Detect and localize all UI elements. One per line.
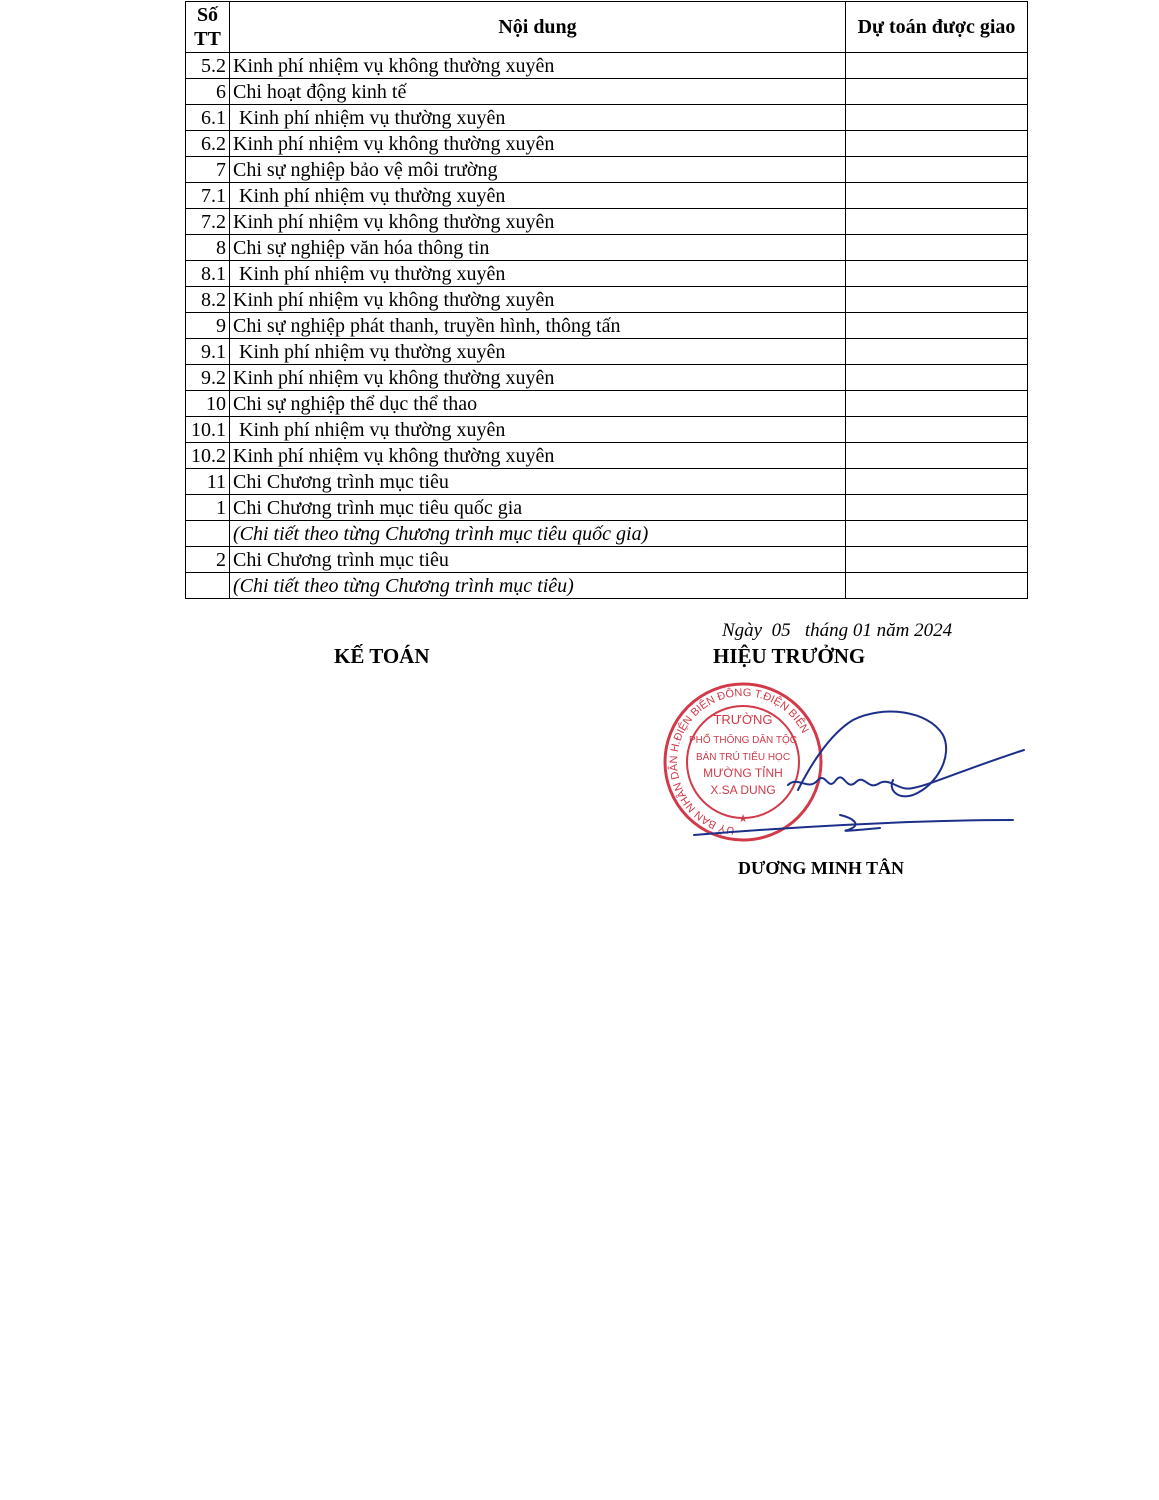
row-number: 6 [186,79,230,105]
table-row [186,209,1028,235]
table-row [186,313,1028,339]
header-content: Nội dung [230,2,846,53]
row-amount [846,313,1028,339]
seal-star-icon: ★ [738,812,748,825]
row-number: 9 [186,313,230,339]
accountant-title: KẾ TOÁN [334,644,430,668]
row-content: Kinh phí nhiệm vụ không thường xuyên [230,131,846,157]
row-amount [846,209,1028,235]
row-content: Kinh phí nhiệm vụ thường xuyên [230,339,846,365]
row-number: 8.2 [186,287,230,313]
table-row [186,573,1028,599]
seal-line-1: TRƯỜNG [713,712,773,727]
row-content: Chi Chương trình mục tiêu quốc gia [230,495,846,521]
table-header-row [186,2,1028,53]
row-content: Kinh phí nhiệm vụ không thường xuyên [230,53,846,79]
row-content: Chi sự nghiệp thể dục thể thao [230,391,846,417]
table-row [186,495,1028,521]
row-content: Kinh phí nhiệm vụ thường xuyên [230,417,846,443]
row-content: Kinh phí nhiệm vụ không thường xuyên [230,287,846,313]
seal-line-4: MƯỜNG TỈNH [703,766,783,780]
row-content: Chi sự nghiệp bảo vệ môi trường [230,157,846,183]
row-number: 10.2 [186,443,230,469]
table-row [186,469,1028,495]
row-content: Kinh phí nhiệm vụ thường xuyên [230,105,846,131]
signer-name: DƯƠNG MINH TÂN [738,858,904,878]
row-content: Chi sự nghiệp văn hóa thông tin [230,235,846,261]
principal-title: HIỆU TRƯỞNG [713,644,866,668]
row-amount [846,417,1028,443]
table-row [186,157,1028,183]
table-row [186,443,1028,469]
table-row [186,417,1028,443]
row-amount [846,79,1028,105]
row-amount [846,261,1028,287]
seal-stamp [665,684,821,840]
row-number: 8 [186,235,230,261]
table-body [186,53,1028,599]
row-amount [846,105,1028,131]
table-row [186,53,1028,79]
official-seal-and-signature [658,680,1028,845]
seal-line-5: X.SA DUNG [710,783,776,797]
row-amount [846,235,1028,261]
row-number: 9.1 [186,339,230,365]
row-number: 9.2 [186,365,230,391]
row-number: 6.2 [186,131,230,157]
row-content: Chi Chương trình mục tiêu [230,469,846,495]
row-number: 10 [186,391,230,417]
row-content: Kinh phí nhiệm vụ không thường xuyên [230,365,846,391]
row-amount [846,469,1028,495]
table-row [186,391,1028,417]
table-row [186,79,1028,105]
row-number: 7.2 [186,209,230,235]
row-number: 11 [186,469,230,495]
row-number [186,521,230,547]
row-number: 8.1 [186,261,230,287]
header-amount: Dự toán được giao [846,2,1028,53]
row-amount [846,443,1028,469]
row-number: 2 [186,547,230,573]
table-row [186,105,1028,131]
row-amount [846,547,1028,573]
row-amount [846,365,1028,391]
row-amount [846,131,1028,157]
row-number: 6.1 [186,105,230,131]
row-content: Kinh phí nhiệm vụ không thường xuyên [230,209,846,235]
row-number: 5.2 [186,53,230,79]
date-line: Ngày 05 tháng 01 năm 2024 [722,620,953,641]
row-amount [846,495,1028,521]
row-number: 1 [186,495,230,521]
row-content: Chi sự nghiệp phát thanh, truyền hình, thông tấn [230,313,846,339]
row-amount [846,339,1028,365]
table-row [186,235,1028,261]
row-number: 7 [186,157,230,183]
header-no: Số TT [186,2,230,53]
row-number: 7.1 [186,183,230,209]
seal-line-2: PHỔ THÔNG DÂN TỘC [689,735,797,746]
row-amount [846,287,1028,313]
table-row [186,183,1028,209]
row-amount [846,157,1028,183]
table-row [186,287,1028,313]
row-content: Chi Chương trình mục tiêu [230,547,846,573]
table-row [186,339,1028,365]
table-row [186,521,1028,547]
table-row [186,131,1028,157]
row-amount [846,521,1028,547]
row-amount [846,183,1028,209]
row-content: (Chi tiết theo từng Chương trình mục tiêu quốc gia) [230,521,846,547]
row-content: Kinh phí nhiệm vụ không thường xuyên [230,443,846,469]
table-row [186,547,1028,573]
row-amount [846,53,1028,79]
row-amount [846,391,1028,417]
table-row [186,261,1028,287]
seal-line-3: BÁN TRÚ TIỂU HỌC [695,752,791,763]
row-content: Chi hoạt động kinh tế [230,79,846,105]
row-amount [846,573,1028,599]
row-number [186,573,230,599]
row-content: Kinh phí nhiệm vụ thường xuyên [230,261,846,287]
table-row [186,365,1028,391]
seal-ring-text: UỶ BAN NHÂN DÂN H.ĐIỆN BIÊN ĐÔNG T.ĐIỆN BIÊN [667,686,811,837]
row-number: 10.1 [186,417,230,443]
row-content: Kinh phí nhiệm vụ thường xuyên [230,183,846,209]
row-content: (Chi tiết theo từng Chương trình mục tiêu) [230,573,846,599]
budget-table [185,1,1028,599]
